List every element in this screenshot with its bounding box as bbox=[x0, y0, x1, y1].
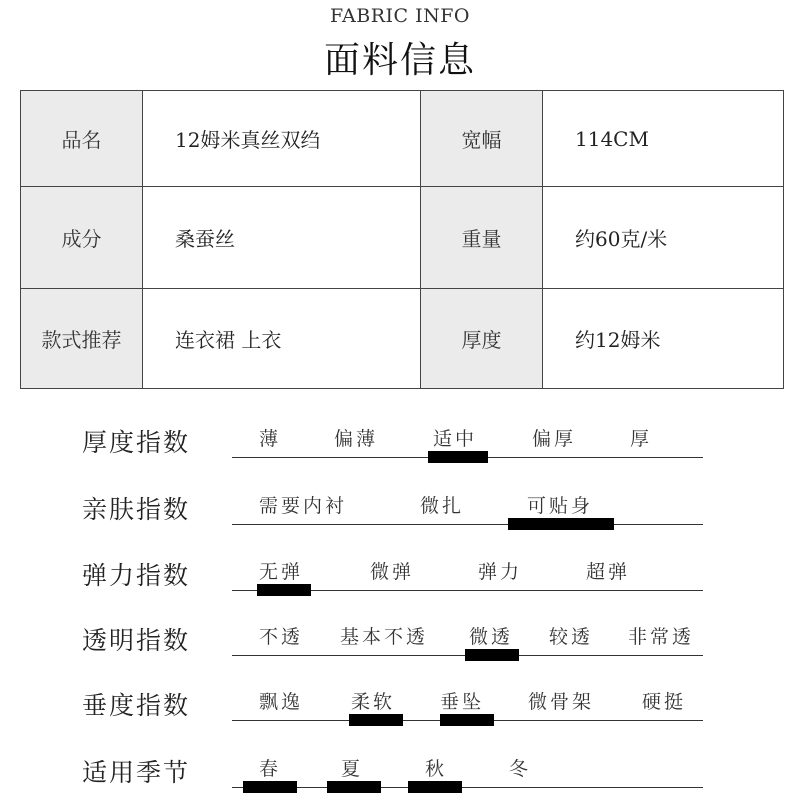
index-option: 需要内衬 bbox=[259, 495, 348, 517]
index-option: 飘逸 bbox=[259, 691, 304, 713]
width-label: 宽幅 bbox=[421, 91, 543, 187]
index-option: 厚 bbox=[630, 428, 653, 450]
index-name: 弹力指数 bbox=[82, 561, 191, 590]
index-row bbox=[0, 683, 800, 743]
index-name: 厚度指数 bbox=[82, 428, 191, 457]
width-value: 114CM bbox=[543, 91, 784, 187]
index-option: 超弹 bbox=[586, 561, 631, 583]
selected-marker bbox=[465, 649, 519, 661]
index-option: 无弹 bbox=[259, 561, 304, 583]
index-option: 冬 bbox=[509, 758, 532, 780]
index-option: 柔软 bbox=[351, 691, 396, 713]
selected-marker bbox=[327, 781, 381, 793]
selected-marker bbox=[257, 584, 311, 596]
product-name-label: 品名 bbox=[21, 91, 143, 187]
index-option: 薄 bbox=[259, 428, 282, 450]
index-option: 秋 bbox=[425, 758, 448, 780]
index-scale-line bbox=[232, 787, 703, 788]
index-option: 基本不透 bbox=[340, 626, 429, 648]
index-option: 微骨架 bbox=[528, 691, 595, 713]
index-option: 弹力 bbox=[478, 561, 523, 583]
weight-value: 约60克/米 bbox=[543, 187, 784, 289]
selected-marker bbox=[243, 781, 297, 793]
index-option: 非常透 bbox=[628, 626, 695, 648]
selected-marker bbox=[349, 714, 403, 726]
product-name-value: 12姆米真丝双绉 bbox=[143, 91, 421, 187]
selected-marker bbox=[428, 451, 488, 463]
selected-marker bbox=[508, 518, 614, 530]
index-option: 不透 bbox=[259, 626, 304, 648]
thickness-label: 厚度 bbox=[421, 289, 543, 389]
table-row bbox=[21, 187, 784, 289]
index-name: 透明指数 bbox=[82, 626, 191, 655]
style-recommendation-label: 款式推荐 bbox=[21, 289, 143, 389]
index-option: 微扎 bbox=[420, 495, 465, 517]
table-row bbox=[21, 289, 784, 389]
index-option: 适中 bbox=[433, 428, 478, 450]
weight-label: 重量 bbox=[421, 187, 543, 289]
index-row bbox=[0, 553, 800, 613]
index-option: 硬挺 bbox=[642, 691, 687, 713]
index-option: 微透 bbox=[469, 626, 514, 648]
index-name: 垂度指数 bbox=[82, 691, 191, 720]
index-row bbox=[0, 487, 800, 547]
index-row bbox=[0, 750, 800, 810]
index-name: 适用季节 bbox=[82, 758, 191, 787]
index-option: 夏 bbox=[341, 758, 364, 780]
index-option: 可贴身 bbox=[527, 495, 594, 517]
selected-marker bbox=[440, 714, 494, 726]
index-row bbox=[0, 420, 800, 480]
header-english-title: FABRIC INFO bbox=[330, 5, 470, 27]
table-row bbox=[21, 91, 784, 187]
index-name: 亲肤指数 bbox=[82, 495, 191, 524]
index-option: 春 bbox=[259, 758, 282, 780]
index-option: 偏厚 bbox=[532, 428, 577, 450]
index-option: 较透 bbox=[549, 626, 594, 648]
index-option: 偏薄 bbox=[334, 428, 379, 450]
fabric-info-table bbox=[20, 90, 784, 389]
index-row bbox=[0, 618, 800, 678]
selected-marker bbox=[408, 781, 462, 793]
composition-label: 成分 bbox=[21, 187, 143, 289]
style-recommendation-value: 连衣裙 上衣 bbox=[143, 289, 421, 389]
thickness-value: 约12姆米 bbox=[543, 289, 784, 389]
index-option: 微弹 bbox=[370, 561, 415, 583]
header-chinese-title: 面料信息 bbox=[323, 40, 476, 81]
index-scale-line bbox=[232, 524, 703, 525]
composition-value: 桑蚕丝 bbox=[143, 187, 421, 289]
index-option: 垂坠 bbox=[440, 691, 485, 713]
